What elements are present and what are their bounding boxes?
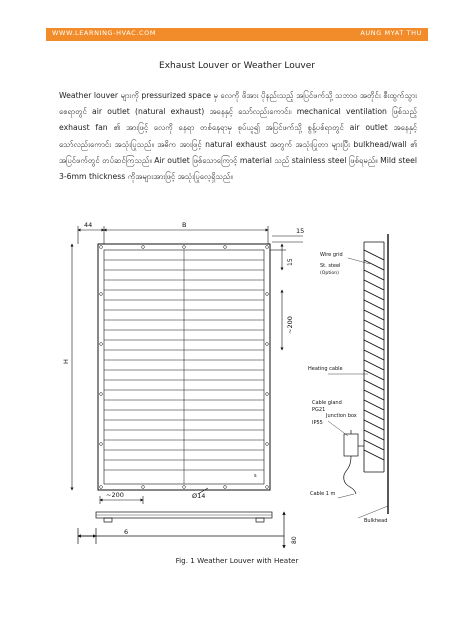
louver-drawing-svg — [58, 214, 418, 559]
label-st-steel: St. steel — [320, 263, 341, 269]
louver-drawing — [58, 214, 418, 559]
author-name: AUNG MYAT THU — [360, 29, 422, 37]
header-bar — [46, 28, 428, 41]
site-url[interactable]: WWW.LEARNING-HVAC.COM — [52, 29, 157, 37]
top-dimensions — [78, 226, 268, 244]
dim-6: 6 — [124, 528, 129, 536]
dim-b: B — [182, 221, 187, 229]
dim-80: 80 — [291, 536, 298, 544]
figure-caption: Fig. 1 Weather Louver with Heater — [175, 556, 299, 565]
dim-15-top: 15 — [296, 227, 305, 235]
dim-h: H — [62, 359, 70, 364]
label-heating-cable: Heating cable — [308, 366, 343, 372]
right-dimensions — [270, 244, 286, 350]
section-view — [78, 512, 284, 548]
dim-200-vertical: ~200 — [286, 316, 294, 334]
body-paragraph — [59, 88, 417, 185]
document-title: Exhaust Louver or Weather Louver — [159, 61, 315, 71]
dim-15-right: 15 — [287, 258, 294, 266]
junction-box — [344, 430, 364, 494]
label-junction-box: Junction box — [326, 413, 357, 419]
dim-200-horizontal: ~200 — [106, 491, 124, 499]
side-blades — [364, 250, 384, 460]
dim-44: 44 — [84, 221, 93, 229]
label-option: (Option) — [320, 271, 339, 276]
label-bulkhead: Bulkhead — [364, 518, 388, 524]
dim-15-lines — [272, 236, 303, 242]
label-pg21: PG21 — [312, 407, 326, 413]
paragraph-text: Weather louver များကို pressurized space မှ လေကို ဖိအား ပိုနည်းသည့် အပြင်ဖက်သို့ သဘာဝ အတိုင်း စီးထွက်သွားစေရာတွင် air outlet (natural exhaust) အနေနှင့် သော်လည်းကောင်း၊ mechanical ventilation ဖြစ်သည့် exhaust fan ၏ အားဖြင့် လေကို နေရာ တစ်နေရာမှ စုပ်ယူ၍ အပြင်ဖက်သို့ စွန့်ပစ်ရာတွင် air outlet အနေနှင့် သော်လည်းကောင်း အသုံးပြုသည်။ အဓိက အားဖြင့် natural exhaust အတွက် အသုံးပြုတာ များပြီး bulkhead/wall ၏ အပြင်ဖက်တွင် တပ်ဆင်ကြသည်။ Air outlet ဖြစ်သောကြောင့် material သည် stainless steel ဖြစ်ရမည်။ Mild steel 3-6mm thickness ကိုအများအားဖြင့် အသုံးပြုလေ့ရှိသည်။ — [59, 91, 417, 182]
dim-s: s — [254, 473, 257, 479]
label-wire-grid: Wire grid — [320, 252, 343, 258]
dim-diameter: Ø14 — [192, 492, 206, 500]
label-cable: Cable 1 m — [310, 491, 336, 497]
label-cable-gland: Cable gland — [312, 400, 342, 406]
label-ip55: IP55 — [312, 420, 323, 426]
